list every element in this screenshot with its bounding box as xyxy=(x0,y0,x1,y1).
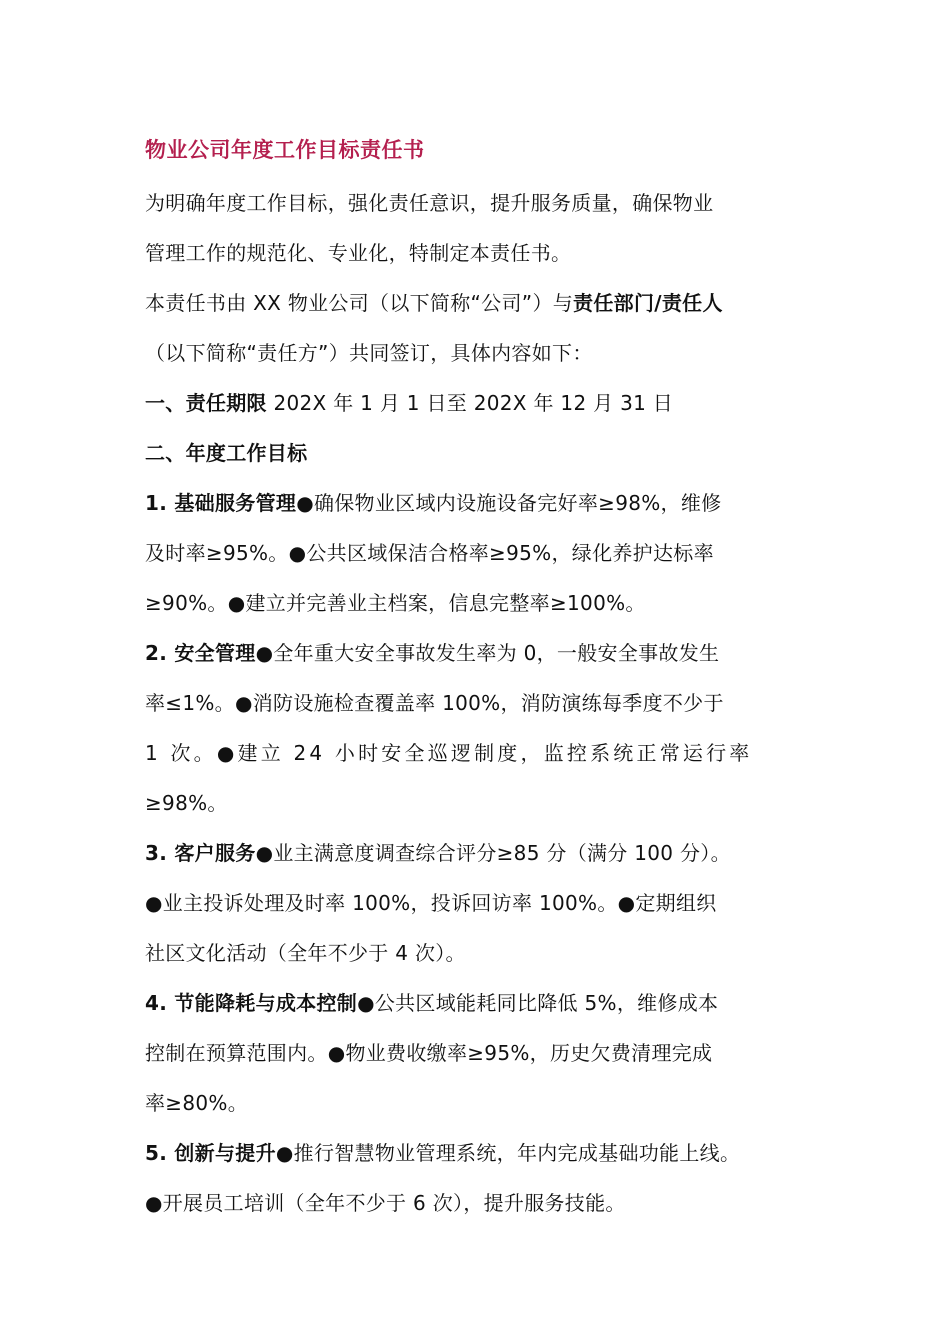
item-1-heading: 1. 基础服务管理 xyxy=(145,491,297,515)
item-5-text: ●推行智慧物业管理系统，年内完成基础功能上线。 xyxy=(275,1141,741,1165)
item-2-line-1 xyxy=(145,628,825,678)
item-5-heading: 5. 创新与提升 xyxy=(145,1141,276,1165)
parties-line-2: （以下简称“责任方”）共同签订，具体内容如下： xyxy=(145,341,593,365)
item-4-line-2: 控制在预算范围内。●物业费收缴率≥95%，历史欠费清理完成 xyxy=(145,1041,713,1065)
intro-line-1: 为明确年度工作目标，强化责任意识，提升服务质量，确保物业 xyxy=(145,191,714,215)
item-2-line-4: ≥98%。 xyxy=(145,791,228,815)
item-1-line-1 xyxy=(145,478,825,528)
item-4-text: ●公共区域能耗同比降低 5%，维修成本 xyxy=(357,991,719,1015)
item-3-line-3: 社区文化活动（全年不少于 4 次）。 xyxy=(145,941,466,965)
document-page xyxy=(145,128,825,1228)
section-1-text: 202X 年 1 月 1 日至 202X 年 12 月 31 日 xyxy=(266,391,674,415)
item-1-line-2: 及时率≥95%。●公共区域保洁合格率≥95%，绿化养护达标率 xyxy=(145,541,714,565)
item-3-heading: 3. 客户服务 xyxy=(145,841,256,865)
item-3-line-1 xyxy=(145,828,825,878)
item-2-line-2: 率≤1%。●消防设施检查覆盖率 100%，消防演练每季度不少于 xyxy=(145,691,724,715)
item-4-line-1 xyxy=(145,978,825,1028)
responsible-party-label: 责任部门/责任人 xyxy=(573,291,723,315)
section-1-line xyxy=(145,378,825,428)
item-3-text: ●业主满意度调查综合评分≥85 分（满分 100 分）。 xyxy=(255,841,731,865)
item-1-text: ●确保物业区域内设施设备完好率≥98%，维修 xyxy=(296,491,722,515)
intro-line-2: 管理工作的规范化、专业化，特制定本责任书。 xyxy=(145,241,572,265)
section-1-heading: 一、责任期限 xyxy=(145,391,267,415)
item-2-text: ●全年重大安全事故发生率为 0，一般安全事故发生 xyxy=(255,641,720,665)
document-title: 物业公司年度工作目标责任书 xyxy=(145,138,425,162)
item-5-line-2: ●开展员工培训（全年不少于 6 次），提升服务技能。 xyxy=(145,1191,626,1215)
item-5-line-1 xyxy=(145,1128,825,1178)
parties-line-1 xyxy=(145,278,825,328)
item-1-line-3: ≥90%。●建立并完善业主档案，信息完整率≥100%。 xyxy=(145,591,646,615)
parties-text: 本责任书由 XX 物业公司（以下简称“公司”）与 xyxy=(145,291,574,315)
section-2-heading: 二、年度工作目标 xyxy=(145,441,308,465)
item-2-heading: 2. 安全管理 xyxy=(145,641,256,665)
item-4-heading: 4. 节能降耗与成本控制 xyxy=(145,991,358,1015)
item-4-line-3: 率≥80%。 xyxy=(145,1091,249,1115)
section-2-line xyxy=(145,428,825,478)
item-3-line-2: ●业主投诉处理及时率 100%，投诉回访率 100%。●定期组织 xyxy=(145,891,717,915)
item-2-line-3: 1 次。●建立 24 小时安全巡逻制度，监控系统正常运行率 xyxy=(145,741,753,765)
